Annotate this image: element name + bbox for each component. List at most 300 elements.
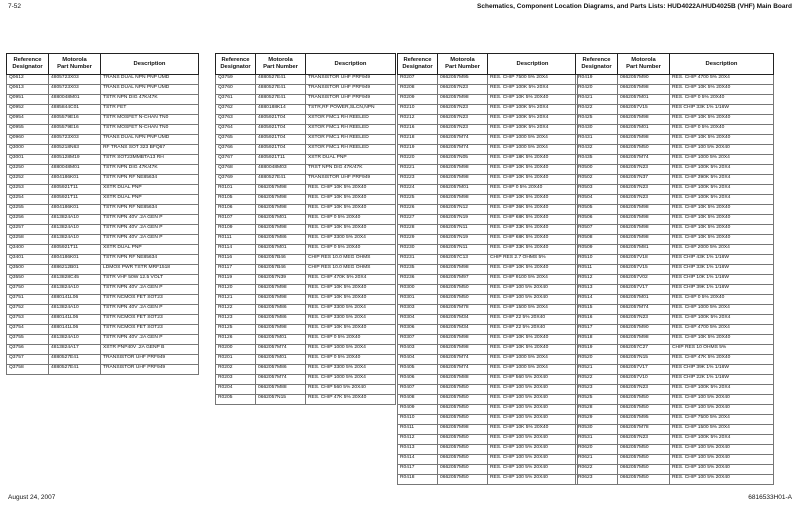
reference-designator-cell: R0521 (576, 365, 618, 375)
reference-designator-cell: Q0955 (7, 125, 49, 135)
reference-designator-cell: R0231 (398, 255, 438, 265)
part-number-cell: 0662057M78 (438, 305, 488, 315)
table-row (216, 95, 396, 105)
table-row (398, 175, 578, 185)
part-number-cell: 0662057N19 (438, 235, 488, 245)
table-row (398, 225, 578, 235)
table-row (576, 445, 774, 455)
table-row (398, 375, 578, 385)
part-number-cell: 0662057B46 (256, 255, 306, 265)
description-cell: RES. CHIP 10K 5% 20X40 (488, 175, 578, 185)
description-cell: TSTR NPN RF NE85634 (101, 255, 199, 265)
description-cell: XSTR DUAL PNP (101, 185, 199, 195)
part-number-cell: 0662057M98 (438, 345, 488, 355)
table-row (7, 355, 199, 365)
part-number-cell: 4805921T11 (49, 245, 101, 255)
reference-designator-cell: R0503 (576, 185, 618, 195)
reference-designator-cell: R0301 (398, 295, 438, 305)
reference-designator-cell: R0502 (576, 175, 618, 185)
reference-designator-cell: R0303 (398, 305, 438, 315)
table-row (576, 335, 774, 345)
description-cell: RES. CHIP 10K 5% 20X40 (488, 265, 578, 275)
reference-designator-cell: R0123 (216, 315, 256, 325)
reference-designator-cell: Q3769 (216, 175, 256, 185)
reference-designator-cell: R0101 (216, 185, 256, 195)
reference-designator-cell: R0507 (576, 225, 618, 235)
description-cell: RES. CHIP 0 5% 20X40 (670, 295, 774, 305)
table-row (576, 165, 774, 175)
description-cell: RES. CHIP 100 5% 20X40 (488, 395, 578, 405)
part-number-cell: 0662057M98 (256, 295, 306, 305)
description-cell: RES. CHIP 10K 5% 20X40 (488, 345, 578, 355)
part-number-cell: 0662057M98 (438, 265, 488, 275)
table-row (576, 275, 774, 285)
part-number-cell: 0662057M74 (438, 365, 488, 375)
part-number-cell: 4880527E41 (49, 365, 101, 375)
part-number-cell: 0662057M01 (618, 125, 670, 135)
reference-designator-cell: R0220 (398, 155, 438, 165)
part-number-cell: 4880141L06 (49, 315, 101, 325)
table-row (398, 275, 578, 285)
table-row (7, 285, 199, 295)
part-number-cell: 0662057M50 (438, 285, 488, 295)
part-number-cell: 0662057M50 (438, 415, 488, 425)
part-number-cell: 0662057N23 (618, 195, 670, 205)
table-row (398, 85, 578, 95)
reference-designator-cell: R0122 (216, 305, 256, 315)
table-row (576, 255, 774, 265)
reference-designator-cell: R0224 (398, 185, 438, 195)
reference-designator-cell: R0120 (216, 285, 256, 295)
description-cell: XSTOR FMC1 RH REELED (306, 135, 396, 145)
table-row (398, 115, 578, 125)
table-row (398, 395, 578, 405)
reference-designator-cell: R0300 (398, 285, 438, 295)
part-number-cell: 4805579E16 (49, 125, 101, 135)
part-number-cell: 0662057N23 (438, 105, 488, 115)
table-row (7, 205, 199, 215)
reference-designator-cell: R0509 (576, 245, 618, 255)
part-number-cell: 0662057N15 (618, 355, 670, 365)
part-number-cell: 0662057M95 (618, 415, 670, 425)
description-cell: RES CHIP 33K 1% 1/16W (670, 265, 774, 275)
part-number-cell: 0662057N23 (438, 125, 488, 135)
table-row (7, 135, 199, 145)
part-number-cell: 0662057N23 (438, 85, 488, 95)
description-cell: RES. CHIP 10K 5% 20X40 (306, 225, 396, 235)
part-number-cell: 0662057V15 (618, 105, 670, 115)
reference-designator-cell: Q3257 (7, 225, 49, 235)
table-row (216, 315, 396, 325)
table-row (576, 355, 774, 365)
table-row (216, 325, 396, 335)
part-number-cell: 4813824A17 (49, 345, 101, 355)
reference-designator-cell: R0227 (398, 215, 438, 225)
description-cell: TRANSISTOR UHF PRF949 (101, 365, 199, 375)
reference-designator-cell: Q3762 (216, 105, 256, 115)
part-number-cell: 4813828C45 (49, 275, 101, 285)
part-number-cell: 0662057M98 (438, 195, 488, 205)
table-row (7, 165, 199, 175)
table-row (7, 265, 199, 275)
part-number-cell: 0662057M50 (618, 465, 670, 475)
reference-designator-cell: R0116 (216, 255, 256, 265)
part-number-cell: 4804186K01 (49, 175, 101, 185)
table-row (398, 355, 578, 365)
table-row (576, 135, 774, 145)
description-cell: RES. CHIP 1500 5% 20X4 (670, 425, 774, 435)
description-cell: RES. CHIP 1000 5% 20X4 (306, 375, 396, 385)
description-cell: RES. CHIP 100 5% 20X40 (488, 285, 578, 295)
part-number-cell: 4805579E16 (49, 115, 101, 125)
reference-designator-cell: R0528 (576, 405, 618, 415)
description-cell: RES. CHIP 100 5% 20X40 (670, 405, 774, 415)
reference-designator-cell: R0223 (398, 175, 438, 185)
reference-designator-cell: R0126 (216, 335, 256, 345)
table-row (7, 255, 199, 265)
reference-designator-cell: R0525 (576, 395, 618, 405)
part-number-cell: 4880048M01 (49, 165, 101, 175)
table-row (576, 405, 774, 415)
description-cell: TSTR SOT23MMBTA13 RH (101, 155, 199, 165)
table-row (576, 235, 774, 245)
description-cell: TSTR NCMOS FET SOT23 (101, 295, 199, 305)
description-cell: RES. CHIP 9100 5% 20X4 (488, 275, 578, 285)
table-row (216, 255, 396, 265)
part-number-cell: 0662057M98 (256, 225, 306, 235)
description-cell: RES. CHIP 100 5% 20X40 (670, 475, 774, 485)
part-number-cell: 0662057M50 (618, 395, 670, 405)
page-number: 7-52 (8, 3, 22, 10)
description-cell: RES. CHIP 0 5% 20X40 (306, 355, 396, 365)
part-number-cell: 4805921T04 (256, 135, 306, 145)
table-row (576, 475, 774, 485)
part-number-cell: 4880527E41 (256, 175, 306, 185)
table-row (216, 385, 396, 395)
table-row (576, 175, 774, 185)
table-row (398, 265, 578, 275)
table-row (216, 125, 396, 135)
description-cell: LDMOS PWR TSTR MRF1518 (101, 265, 199, 275)
reference-designator-cell: R0517 (576, 325, 618, 335)
part-number-cell: 0662057M98 (618, 115, 670, 125)
part-number-cell: 0662057M01 (618, 295, 670, 305)
part-number-cell: 0662057M01 (256, 245, 306, 255)
description-cell: RES CHIP 39K 1% 1/16W (670, 285, 774, 295)
description-cell: RES. CHIP 1000 5% 20X4 (488, 365, 578, 375)
description-cell: RES. CHIP 560 5% 20X40 (488, 375, 578, 385)
description-cell: RES. CHIP 3300 5% 20X4 (306, 235, 396, 245)
table-row (7, 95, 199, 105)
reference-designator-cell: R0203 (216, 375, 256, 385)
part-number-cell: 4886212B01 (49, 265, 101, 275)
table-row (7, 115, 199, 125)
description-cell: XSTOR FMC1 RH REELED (306, 115, 396, 125)
part-number-cell: 0662057M74 (618, 155, 670, 165)
table-row (576, 305, 774, 315)
reference-designator-cell: R0121 (216, 295, 256, 305)
parts-table-column-3 (397, 53, 578, 485)
table-row (398, 465, 578, 475)
description-cell: TSTR NPN 40V .2A GEN P (101, 215, 199, 225)
description-cell: RES. CHIP 100 5% 20X40 (488, 475, 578, 485)
part-number-cell: 0662057M98 (256, 285, 306, 295)
reference-designator-cell: Q3768 (216, 165, 256, 175)
reference-designator-cell: R0511 (576, 265, 618, 275)
description-cell: RES. CHIP 100 5% 20X40 (488, 455, 578, 465)
description-cell: TSTR NPN DIG 47K/47K (101, 165, 199, 175)
table-row (576, 85, 774, 95)
description-cell: RES. CHIP 10K 5% 20X40 (670, 115, 774, 125)
description-cell: TSTR MOSFET N-CHAN TN0 (101, 115, 199, 125)
part-number-cell: 0662057B46 (256, 265, 306, 275)
reference-designator-cell: R0425 (576, 115, 618, 125)
reference-designator-cell: R0530 (576, 425, 618, 435)
description-cell: RES. CHIP 10K 5% 20X40 (670, 335, 774, 345)
description-cell: RES. CHIP 7500 5% 20X4 (670, 415, 774, 425)
reference-designator-cell: R0621 (576, 455, 618, 465)
part-number-cell: 0662057V18 (618, 255, 670, 265)
reference-designator-cell: R0510 (576, 255, 618, 265)
description-cell: TSTR NPN 40V .2A GEN P (101, 305, 199, 315)
footer-doc-number: 6816533H01-A (748, 494, 792, 501)
description-cell: TSTR NCMOS FET SOT23 (101, 325, 199, 335)
description-cell: RES. CHIP 0 5% 20X40 (670, 95, 774, 105)
reference-designator-cell: R0513 (576, 285, 618, 295)
part-number-cell: 4813824A10 (49, 235, 101, 245)
reference-designator-cell: Q3756 (7, 345, 49, 355)
description-cell: TSTR MOSFET N-CHAN TN0 (101, 125, 199, 135)
table-row (576, 225, 774, 235)
part-number-cell: 0662057M50 (618, 475, 670, 485)
part-number-cell: 0662057M50 (618, 445, 670, 455)
reference-designator-cell: R0529 (576, 415, 618, 425)
reference-designator-cell: R0518 (576, 335, 618, 345)
part-number-cell: 0662057M50 (618, 455, 670, 465)
table-row (576, 375, 774, 385)
part-number-cell: 0662057M86 (256, 235, 306, 245)
table-row (216, 155, 396, 165)
description-cell: TSTR NPN 40V .2A GEN P (101, 285, 199, 295)
part-number-cell: 0662057M98 (256, 185, 306, 195)
header-description: Description (488, 54, 578, 75)
table-row (216, 395, 396, 405)
description-cell: TSTR NPN 40V .2A GEN P (101, 225, 199, 235)
header-part-number: Motorola Part Number (256, 54, 306, 75)
description-cell: RES. CHIP 100 5% 20X40 (670, 395, 774, 405)
description-cell: RES. CHIP 22 5% 20X40 (488, 325, 578, 335)
part-number-cell: 0662057V10 (618, 375, 670, 385)
part-number-cell: 0662057M86 (256, 315, 306, 325)
page-title: Schematics, Component Location Diagrams, and Parts Lists: HUD4022A/HUD4025B (VHF) Main Board (477, 3, 792, 10)
description-cell: TRANSISTOR UHF PRF949 (101, 355, 199, 365)
part-number-cell: 0662057N23 (618, 165, 670, 175)
table-row (398, 145, 578, 155)
description-cell: XSTOR FMC1 RH REELED (306, 125, 396, 135)
description-cell: RES. CHIP 10K 5% 20X40 (488, 195, 578, 205)
part-number-cell: 0662057M50 (438, 445, 488, 455)
reference-designator-cell: R0422 (576, 105, 618, 115)
table-row (216, 295, 396, 305)
part-number-cell: 0662057M50 (438, 455, 488, 465)
part-number-cell: 4880048M03 (256, 165, 306, 175)
description-cell: RES. CHIP 100 5% 20X40 (488, 465, 578, 475)
part-number-cell: 4813824A10 (49, 215, 101, 225)
table-row (576, 265, 774, 275)
header-part-number: Motorola Part Number (49, 54, 101, 75)
part-number-cell: 0662057M88 (438, 375, 488, 385)
description-cell: RES. CHIP 0 5% 20X40 (306, 245, 396, 255)
part-number-cell: 4805128M19 (49, 155, 101, 165)
part-number-cell: 4880527E41 (49, 355, 101, 365)
table-row (398, 185, 578, 195)
table-row (398, 285, 578, 295)
reference-designator-cell: R0204 (216, 385, 256, 395)
reference-designator-cell: Q3258 (7, 235, 49, 245)
part-number-cell: 0662057M98 (618, 215, 670, 225)
header-reference-designator: Reference Designator (7, 54, 49, 75)
part-number-cell: 4813824A10 (49, 335, 101, 345)
part-number-cell: 0662057M86 (256, 305, 306, 315)
description-cell: RES. CHIP 100K 5% 20X4 (670, 195, 774, 205)
part-number-cell: 0662057N19 (438, 215, 488, 225)
table-row (216, 135, 396, 145)
reference-designator-cell: Q3764 (216, 125, 256, 135)
reference-designator-cell: R0209 (398, 95, 438, 105)
part-number-cell: 0662057M01 (618, 95, 670, 105)
part-number-cell: 4813824A10 (49, 285, 101, 295)
table-row (398, 425, 578, 435)
header-description: Description (670, 54, 774, 75)
reference-designator-cell: R0207 (398, 75, 438, 85)
table-row (216, 165, 396, 175)
part-number-cell: 0662057V15 (618, 265, 670, 275)
reference-designator-cell: R0201 (216, 355, 256, 365)
part-number-cell: 0662057M81 (618, 245, 670, 255)
part-number-cell: 0662057N05 (438, 155, 488, 165)
reference-designator-cell: Q3757 (7, 355, 49, 365)
part-number-cell: 0662057M98 (438, 335, 488, 345)
reference-designator-cell: Q3256 (7, 215, 49, 225)
reference-designator-cell: R0620 (576, 445, 618, 455)
description-cell: RES. CHIP 1500 5% 20X4 (488, 305, 578, 315)
table-row (398, 205, 578, 215)
reference-designator-cell: R0107 (216, 215, 256, 225)
description-cell: RES. CHIP 10K 5% 20X40 (488, 335, 578, 345)
part-number-cell: 0662057M01 (256, 335, 306, 345)
reference-designator-cell: R0421 (576, 95, 618, 105)
part-number-cell: 0662057N39 (256, 275, 306, 285)
table-row (7, 85, 199, 95)
table-row (398, 165, 578, 175)
part-number-cell: 4880141L06 (49, 295, 101, 305)
table-row (576, 345, 774, 355)
reference-designator-cell: R0418 (398, 475, 438, 485)
table-row (7, 325, 199, 335)
part-number-cell: 4880527E41 (256, 85, 306, 95)
description-cell: RES. CHIP 10K 5% 20X40 (306, 185, 396, 195)
reference-designator-cell: R0109 (216, 225, 256, 235)
table-row (7, 305, 199, 315)
description-cell: TRST NPN DIG 47K/47K (306, 165, 396, 175)
part-number-cell: 4805921T11 (256, 155, 306, 165)
reference-designator-cell: R0114 (216, 245, 256, 255)
table-row (576, 75, 774, 85)
reference-designator-cell: Q3255 (7, 205, 49, 215)
reference-designator-cell: Q3253 (7, 185, 49, 195)
part-number-cell: 4805921T11 (49, 185, 101, 195)
reference-designator-cell: R0512 (576, 275, 618, 285)
table-row (576, 435, 774, 445)
description-cell: RES. CHIP 3300 5% 20X4 (306, 305, 396, 315)
reference-designator-cell: R0500 (576, 165, 618, 175)
part-number-cell: 0662057N23 (618, 315, 670, 325)
part-number-cell: 0662057M98 (438, 175, 488, 185)
part-number-cell: 0662057M50 (438, 405, 488, 415)
header-reference-designator: Reference Designator (576, 54, 618, 75)
table-row (576, 215, 774, 225)
reference-designator-cell: Q3753 (7, 315, 49, 325)
reference-designator-cell: R0432 (576, 145, 618, 155)
part-number-cell: 0662057M88 (256, 385, 306, 395)
table-row (7, 145, 199, 155)
reference-designator-cell: Q3767 (216, 155, 256, 165)
table-row (7, 235, 199, 245)
description-cell: XSTOR FMC1 RH REELED (306, 145, 396, 155)
table-row (576, 95, 774, 105)
description-cell: RES. CHIP 10K 5% 20X40 (670, 135, 774, 145)
description-cell: RES. CHIP 10K 5% 20X40 (306, 325, 396, 335)
description-cell: RES. CHIP 7500 5% 20X4 (488, 75, 578, 85)
part-number-cell: 0662057N37 (618, 175, 670, 185)
table-row (398, 315, 578, 325)
reference-designator-cell: Q3758 (7, 365, 49, 375)
reference-designator-cell: R0219 (398, 145, 438, 155)
reference-designator-cell: R0226 (398, 205, 438, 215)
description-cell: RES. CHIP 100 5% 20X40 (488, 435, 578, 445)
table-row (7, 225, 199, 235)
description-cell: RES. CHIP 0 5% 20X40 (306, 215, 396, 225)
reference-designator-cell: R0205 (216, 395, 256, 405)
table-row (216, 195, 396, 205)
table-row (398, 335, 578, 345)
part-number-cell: 0662057M50 (438, 465, 488, 475)
parts-table-column-2 (215, 53, 396, 405)
table-row (576, 465, 774, 475)
table-row (398, 475, 578, 485)
reference-designator-cell: R0622 (576, 465, 618, 475)
table-row (576, 185, 774, 195)
table-row (7, 345, 199, 355)
description-cell: RES. CHIP 100K 5% 20X4 (488, 105, 578, 115)
description-cell: CHIP RES 10.0 MEG OHMS (306, 265, 396, 275)
table-row (576, 325, 774, 335)
description-cell: TSTR FET (101, 105, 199, 115)
part-number-cell: 0662057M50 (618, 145, 670, 155)
table-row (398, 305, 578, 315)
description-cell: RES. CHIP 10K 5% 20X40 (306, 205, 396, 215)
part-number-cell: 0662057N23 (618, 185, 670, 195)
table-row (216, 145, 396, 155)
description-cell: TRANSISTOR UHF PRF949 (306, 85, 396, 95)
part-number-cell: 0662057N23 (618, 385, 670, 395)
description-cell: RES CHIP 43K 1% 1/16W (670, 255, 774, 265)
reference-designator-cell: R0514 (576, 295, 618, 305)
part-number-cell: 0662057N23 (618, 435, 670, 445)
description-cell: TRANS DUAL NPN PNP UMD (101, 85, 199, 95)
description-cell: RES. CHIP 100 5% 20X40 (488, 385, 578, 395)
description-cell: CHIP RES 10.0 MEG OHMS (306, 255, 396, 265)
